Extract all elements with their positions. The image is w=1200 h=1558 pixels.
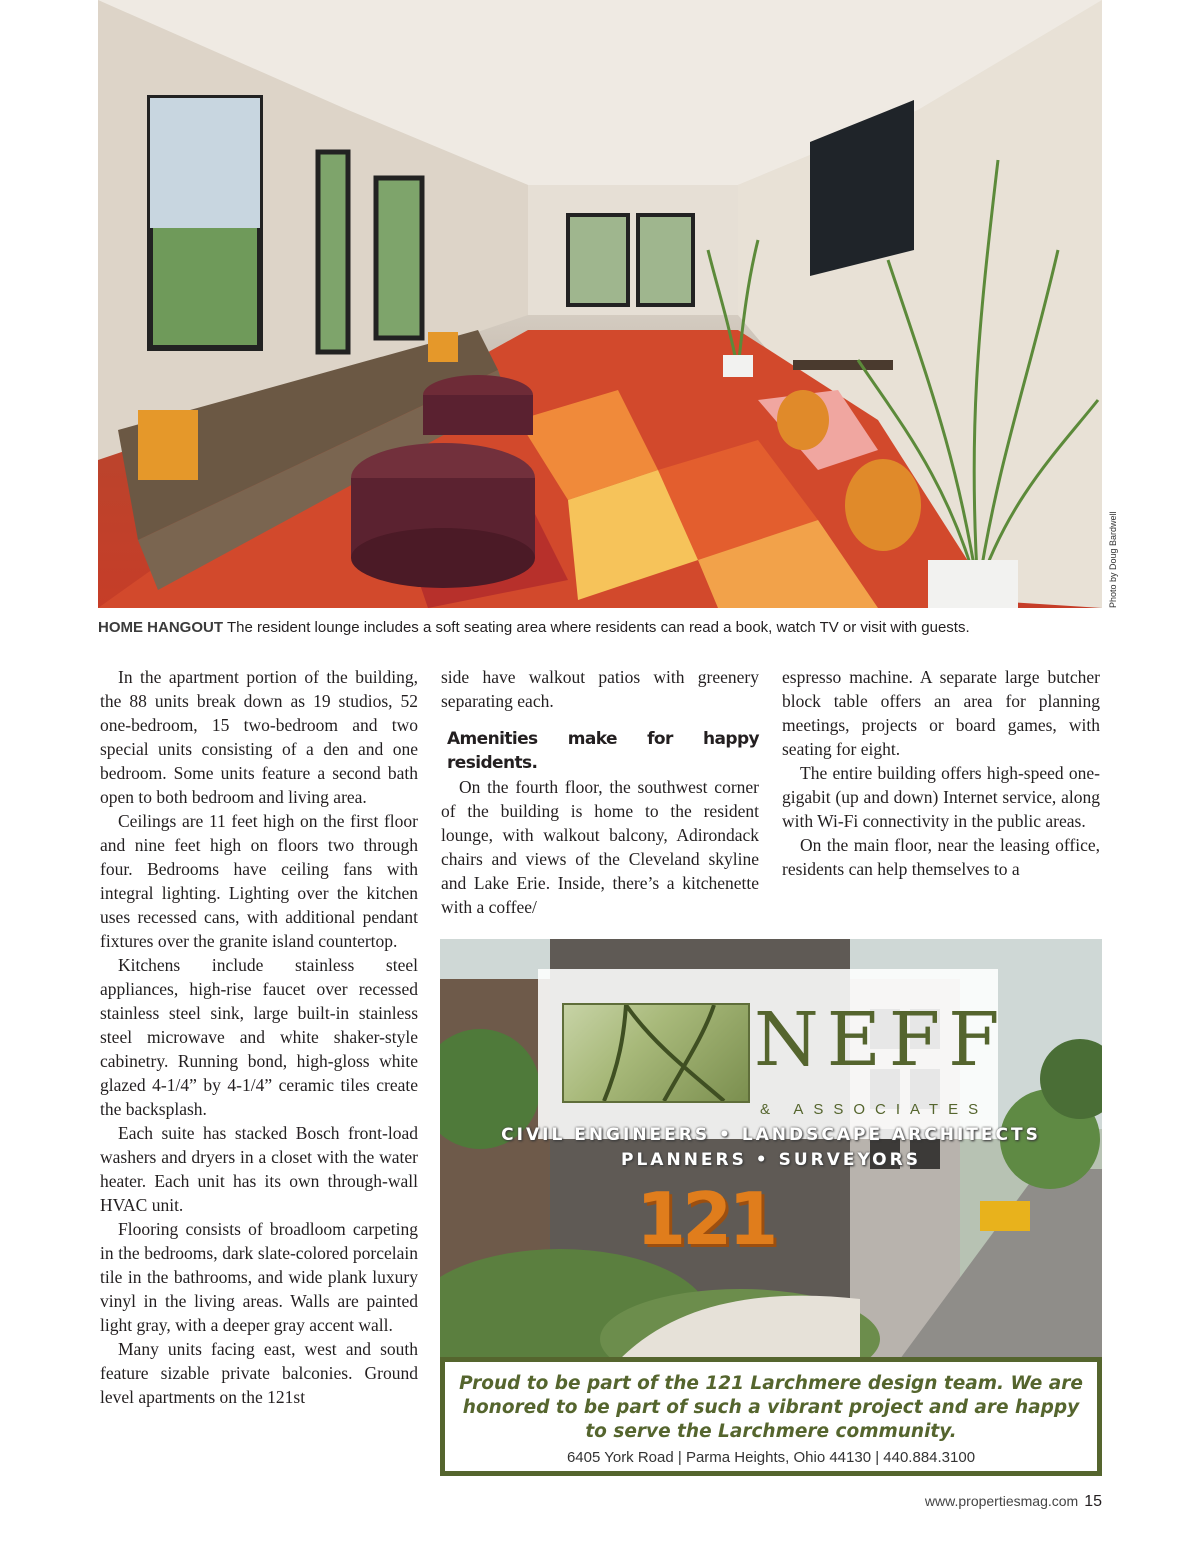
ad-message: Proud to be part of the 121 Larchmere design team. We are honored to be part of such a vibrant project and are happy to serve the Larchmere community.	[459, 1373, 1083, 1442]
page-number: 15	[1084, 1493, 1102, 1510]
lounge-photo-illustration	[98, 0, 1102, 608]
ad-services-line-1: CIVIL ENGINEERS • LANDSCAPE ARCHITECTS	[501, 1125, 1041, 1145]
paragraph: Ceilings are 11 feet high on the first floor and nine feet high on floors two through four. Bedrooms have ceiling fans with integral lighting. Lighting over the kitchen uses recessed cans, with additional pendant fixtures over the granite island countertop.	[100, 811, 418, 951]
neff-logo-grass-icon	[564, 1005, 748, 1101]
paragraph-continued: espresso machine. A separate large butcher block table offers an area for planning meetings, projects or board games, with seating for eight.	[782, 667, 1100, 759]
ad-logo-panel	[538, 969, 1008, 1139]
ad-services-line-2: PLANNERS • SURVEYORS	[621, 1150, 921, 1170]
paragraph: On the fourth floor, the southwest corner of the building is home to the resident lounge, with walkout balcony, Adirondack chairs and views of the Cleveland skyline and Lake Erie. Inside, there’s a kitchenette with a coffee/	[441, 777, 759, 917]
section-subhead: Amenities make for happy residents.	[447, 729, 759, 773]
article-column-3	[782, 665, 1100, 881]
neff-logo-mark	[562, 1003, 750, 1103]
article-column-1	[100, 665, 418, 1409]
paragraph-continued: side have walkout patios with greenery separating each.	[441, 667, 759, 711]
paragraph: Each suite has stacked Bosch front-load washers and dryers in a closet with the water heater. Each unit has its own through-wall HVAC unit.	[100, 1123, 418, 1215]
neff-associates-label: & ASSOCIATES	[760, 1101, 989, 1118]
ad-contact-info: 6405 York Road | Parma Heights, Ohio 44130 | 440.884.3100	[566, 1449, 976, 1466]
neff-advertisement	[440, 939, 1102, 1476]
page-footer	[925, 1493, 1102, 1511]
paragraph: Many units facing east, west and south feature sizable private balconies. Ground level apartments on the 121st	[100, 1339, 418, 1407]
paragraph: Kitchens include stainless steel appliances, high-rise faucet over recessed stainless steel sink, large built-in stainless steel microwave and white shaker-style cabinetry. Running bond, high-gloss white glazed 4-1/4” by 4-1/4” ceramic tiles create the backsplash.	[100, 955, 418, 1119]
article-column-2	[441, 665, 759, 919]
photo-credit: Photo by Doug Bardwell	[1108, 511, 1118, 608]
paragraph: On the main floor, near the leasing office, residents can help themselves to a	[782, 835, 1100, 879]
paragraph: Flooring consists of broadloom carpeting in the bedrooms, dark slate-colored porcelain tile in the bathrooms, and wide plank luxury vinyl in the living areas. Walls are painted light gray, with a deeper gray accent wall.	[100, 1219, 418, 1335]
building-number-sign: 121	[636, 1177, 775, 1261]
neff-company-name: NEFF	[754, 997, 1008, 1083]
lounge-photo	[98, 0, 1102, 608]
footer-url[interactable]: www.propertiesmag.com	[924, 1493, 1079, 1509]
caption-kicker: HOME HANGOUT	[98, 619, 223, 636]
ad-message-panel	[440, 1357, 1102, 1476]
paragraph: The entire building offers high-speed one-gigabit (up and down) Internet service, along with Wi-Fi connectivity in the public areas.	[782, 763, 1100, 831]
photo-caption	[98, 617, 1108, 639]
paragraph: In the apartment portion of the building, the 88 units break down as 19 studios, 52 one-bedroom, 15 two-bedroom and two special units consisting of a den and one bedroom. Some units feature a second bath open to both bedroom and living area.	[100, 667, 418, 807]
caption-text: The resident lounge includes a soft seating area where residents can read a book, watch TV or visit with guests.	[227, 619, 970, 636]
